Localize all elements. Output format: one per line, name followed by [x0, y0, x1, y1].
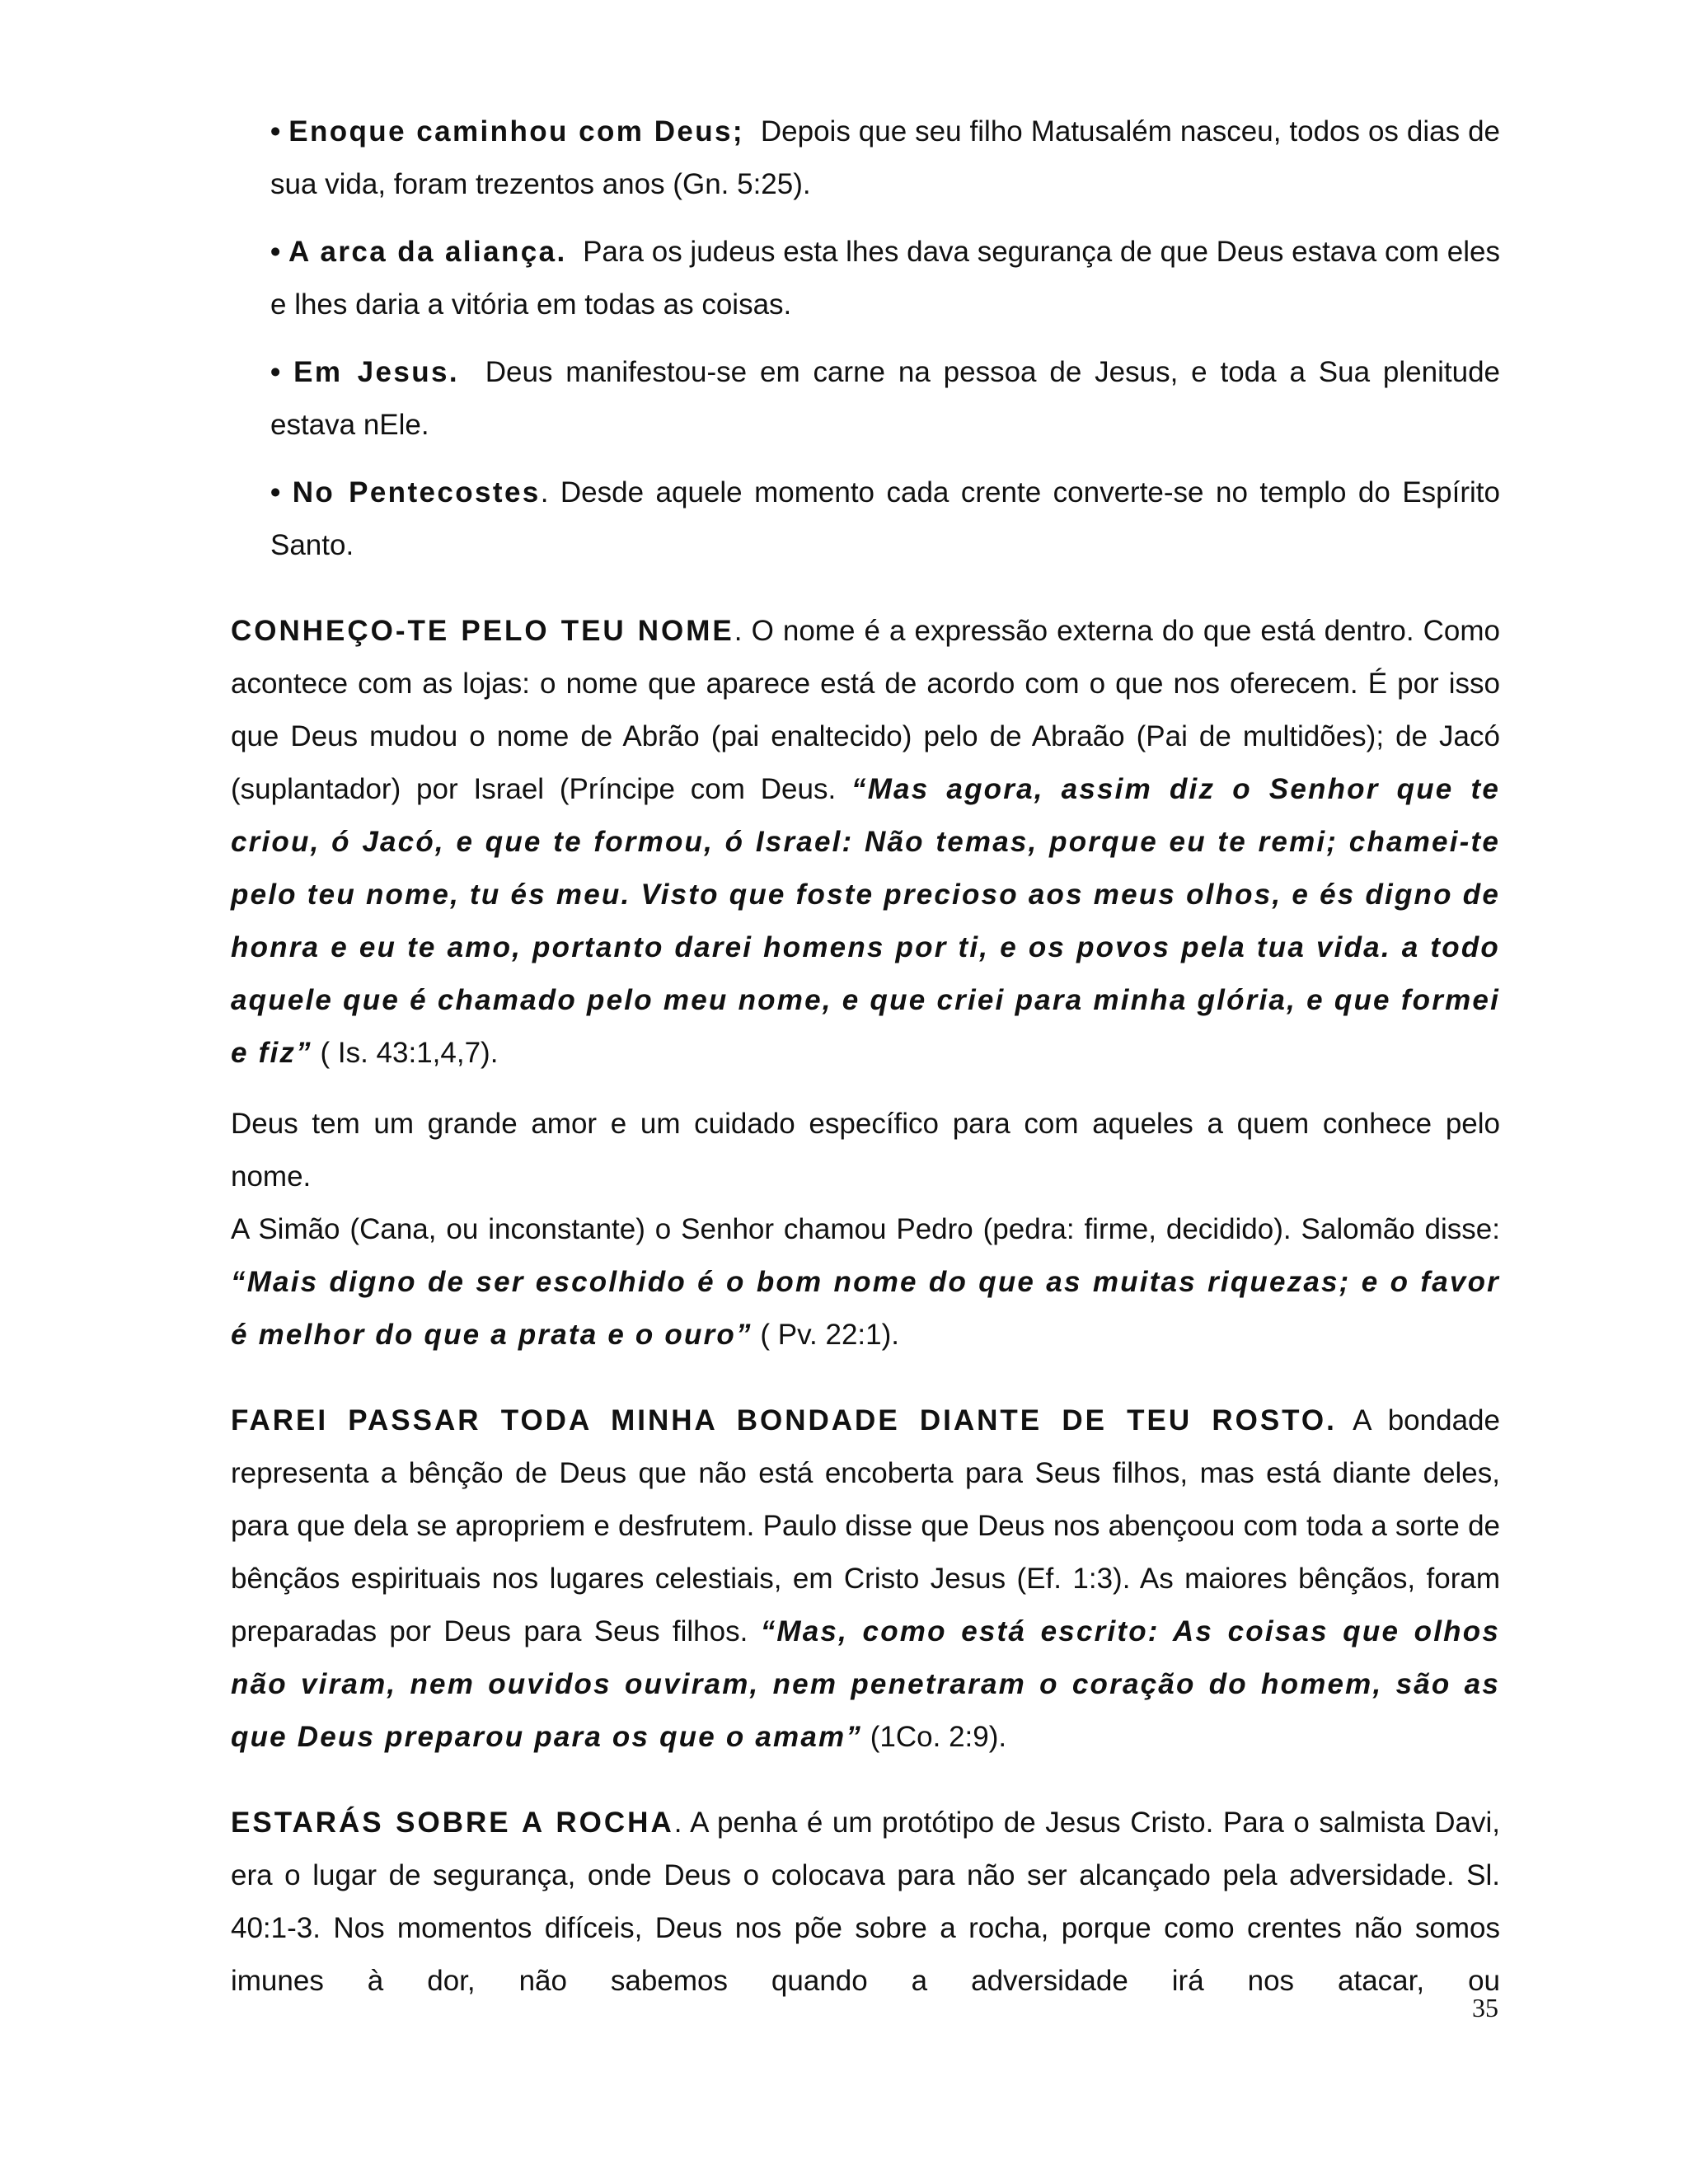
- bullet-term: Enoque caminhou com Deus;: [288, 115, 744, 148]
- bullet-item: [231, 226, 1500, 331]
- bullet-text: . Desde aquele momento cada crente converte-se no templo do Espírito Santo.: [270, 476, 1500, 561]
- scripture-reference: ( Pv. 22:1).: [752, 1319, 899, 1351]
- scripture-quote: “Mas, como está escrito: As coisas que olhos não viram, nem ouvidos ouviram, nem penetraram o coração do homem, são as que Deus preparou para os que o amam”: [231, 1615, 1500, 1753]
- paragraph-text: Deus tem um grande amor e um cuidado específico para com aqueles a quem conhece pelo nome.: [231, 1108, 1500, 1193]
- paragraph-simon: [231, 1203, 1500, 1361]
- section-rock: [231, 1797, 1500, 2008]
- section-text: . A penha é um protótipo de Jesus Cristo. Para o salmista Davi, era o lugar de segurança, onde Deus o colocava para não ser alcançado pela adversidade. Sl. 40:1-3. Nos momentos difíceis, Deus nos põe sobre a rocha, porque como crentes não somos imunes à dor, não sabemos quando a adversidade irá nos atacar, ou: [231, 1807, 1500, 1997]
- section-heading: CONHEÇO-TE PELO TEU NOME: [231, 615, 734, 647]
- bullet-term: No Pentecostes: [292, 476, 541, 509]
- bullet-text: Depois que seu filho Matusalém nasceu, todos os dias de sua vida, foram trezentos anos (Gn. 5:25).: [270, 115, 1500, 200]
- bullet-dot-icon: •: [270, 356, 294, 388]
- bullet-dot-icon: •: [270, 115, 289, 148]
- section-heading: ESTARÁS SOBRE A ROCHA: [231, 1807, 674, 1839]
- bullet-term: A arca da aliança.: [288, 236, 567, 268]
- bullet-text: Deus manifestou-se em carne na pessoa de Jesus, e toda a Sua plenitude estava nEle.: [270, 356, 1500, 441]
- section-text: . O nome é a expressão externa do que está dentro. Como acontece com as lojas: o nome que aparece está de acordo com o que nos oferecem. É por isso que Deus mudou o nome de Abrão (pai enaltecido) pelo de Abraão (Pai de multidões); de Jacó (suplantador) por Israel (Príncipe com Deus.: [231, 615, 1500, 805]
- section-heading: FAREI PASSAR TODA MINHA BONDADE DIANTE DE TEU ROSTO.: [231, 1404, 1337, 1436]
- scripture-quote: “Mais digno de ser escolhido é o bom nome do que as muitas riquezas; e o favor é melhor do que a prata e o ouro”: [231, 1266, 1500, 1351]
- section-text: A bondade representa a bênção de Deus que não está encoberta para Seus filhos, mas está diante deles, para que dela se apropriem e desfrutem. Paulo disse que Deus nos abençoou com toda a sorte de bênçãos espirituais nos lugares celestiais, em Cristo Jesus (Ef. 1:3). As maiores bênçãos, foram preparadas por Deus para Seus filhos.: [231, 1404, 1500, 1647]
- paragraph-text: A Simão (Cana, ou inconstante) o Senhor chamou Pedro (pedra: firme, decidido). Salomão disse:: [231, 1213, 1500, 1245]
- section-name: [231, 605, 1500, 1080]
- bullet-dot-icon: •: [270, 236, 288, 268]
- bullet-text: Para os judeus esta lhes dava segurança de que Deus estava com eles e lhes daria a vitória em todas as coisas.: [270, 236, 1500, 321]
- bullet-item: [231, 466, 1500, 572]
- page-number: 35: [1472, 1993, 1498, 2022]
- bullet-item: [231, 105, 1500, 211]
- paragraph-name-love: [231, 1098, 1500, 1203]
- page-content: [231, 105, 1500, 2026]
- bullet-item: [231, 346, 1500, 452]
- scripture-reference: ( Is. 43:1,4,7).: [312, 1037, 499, 1069]
- section-goodness: [231, 1394, 1500, 1764]
- bullet-dot-icon: •: [270, 476, 293, 509]
- scripture-quote: “Mas agora, assim diz o Senhor que te criou, ó Jacó, e que te formou, ó Israel: Não temas, porque eu te remi; chamei-te pelo teu nome, tu és meu. Visto que foste precioso aos meus olhos, e és digno de honra e eu te amo, portanto darei homens por ti, e os povos pela tua vida. a todo aquele que é chamado pelo meu nome, e que criei para minha glória, e que formei e fiz”: [231, 773, 1500, 1069]
- scripture-reference: (1Co. 2:9).: [862, 1721, 1007, 1753]
- bullet-term: Em Jesus.: [293, 356, 460, 388]
